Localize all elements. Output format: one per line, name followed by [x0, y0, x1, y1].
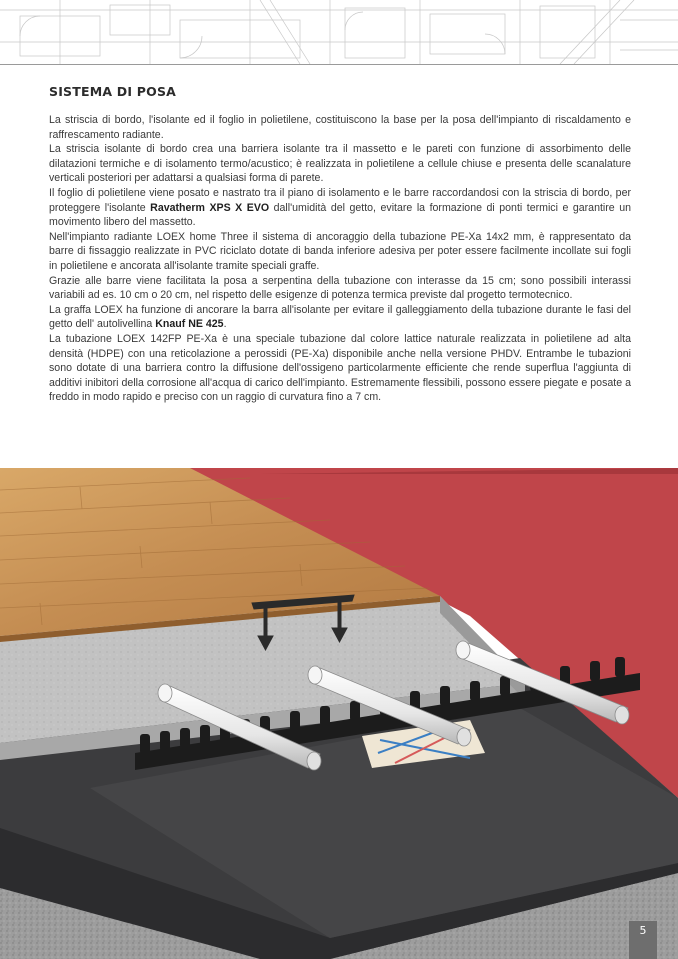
floor-system-illustration	[0, 468, 678, 959]
paragraph: La striscia isolante di bordo crea una barriera isolante tra il massetto e le pareti con funzione di assorbimento delle dilatazioni termiche e di isolamento termo/acustico; è realizzata in polietilene a cellule chiuse e presenta delle scanalature verticali posteriori per adattarsi a qualsiasi forma di parete.	[49, 143, 631, 185]
product-name: Ravatherm XPS X EVO	[150, 201, 270, 214]
header-divider	[0, 64, 678, 65]
paragraph: La tubazione LOEX 142FP PE-Xa è una speciale tubazione dal colore lattice naturale realizzata in polietilene ad alta densità (HDPE) con una reticolazione a perossidi (PE-Xa) disponibile anche nella versione PHDV. Entrambe le tubazioni sono dotate di una barriera contro la diffusione dell'ossigeno particolarmente efficiente che rende superflua l'aggiunta di additivi inibitori della corrosione all'acqua di carico dell'impianto. Estremamente flessibili, possono essere piegate e posate a freddo in modo rapido e preciso con un raggio di curvatura fino a 7 cm.	[49, 332, 631, 404]
product-name: Knauf NE 425	[155, 318, 224, 331]
paragraph: Grazie alle barre viene facilitata la posa a serpentina della tubazione con interasse da 15 cm; sono possibili interassi variabili ad es. 10 cm o 20 cm, nel rispetto delle esigenze di potenza termica previste dal progetto termotecnico.	[49, 274, 631, 302]
paragraph: Nell'impianto radiante LOEX home Three il sistema di ancoraggio della tubazione PE-Xa 14x2 mm, è rappresentato da barre di fissaggio realizzate in PVC riciclato dotate di banda inferiore adesiva per poter essere facilmente incollate sui fogli in polietilene e ancorata all'isolante tramite speciali graffe.	[49, 230, 631, 272]
paragraph: La striscia di bordo, l'isolante ed il foglio in polietilene, costituiscono la base per la posa dell'impianto di riscaldamento e raffrescamento radiante.	[49, 114, 631, 141]
section-title: SISTEMA DI POSA	[49, 84, 177, 99]
header-blueprint-drawing	[0, 0, 678, 66]
paragraph: La graffa LOEX ha funzione di ancorare la barra all'isolante per evitare il galleggiamento della tubazione durante le fasi del getto dell' autolivellina Knauf NE 425.	[49, 303, 631, 331]
page-number: 5	[629, 921, 657, 959]
paragraph: Il foglio di polietilene viene posato e nastrato tra il piano di isolamento e le barre raccordandosi con la striscia di bordo, per proteggere l'isolante Ravatherm XPS X EVO dall'umidità del getto, evitare la formazione di ponti termici e garantire un movimento libero del massetto.	[49, 186, 631, 229]
body-text	[49, 113, 631, 405]
